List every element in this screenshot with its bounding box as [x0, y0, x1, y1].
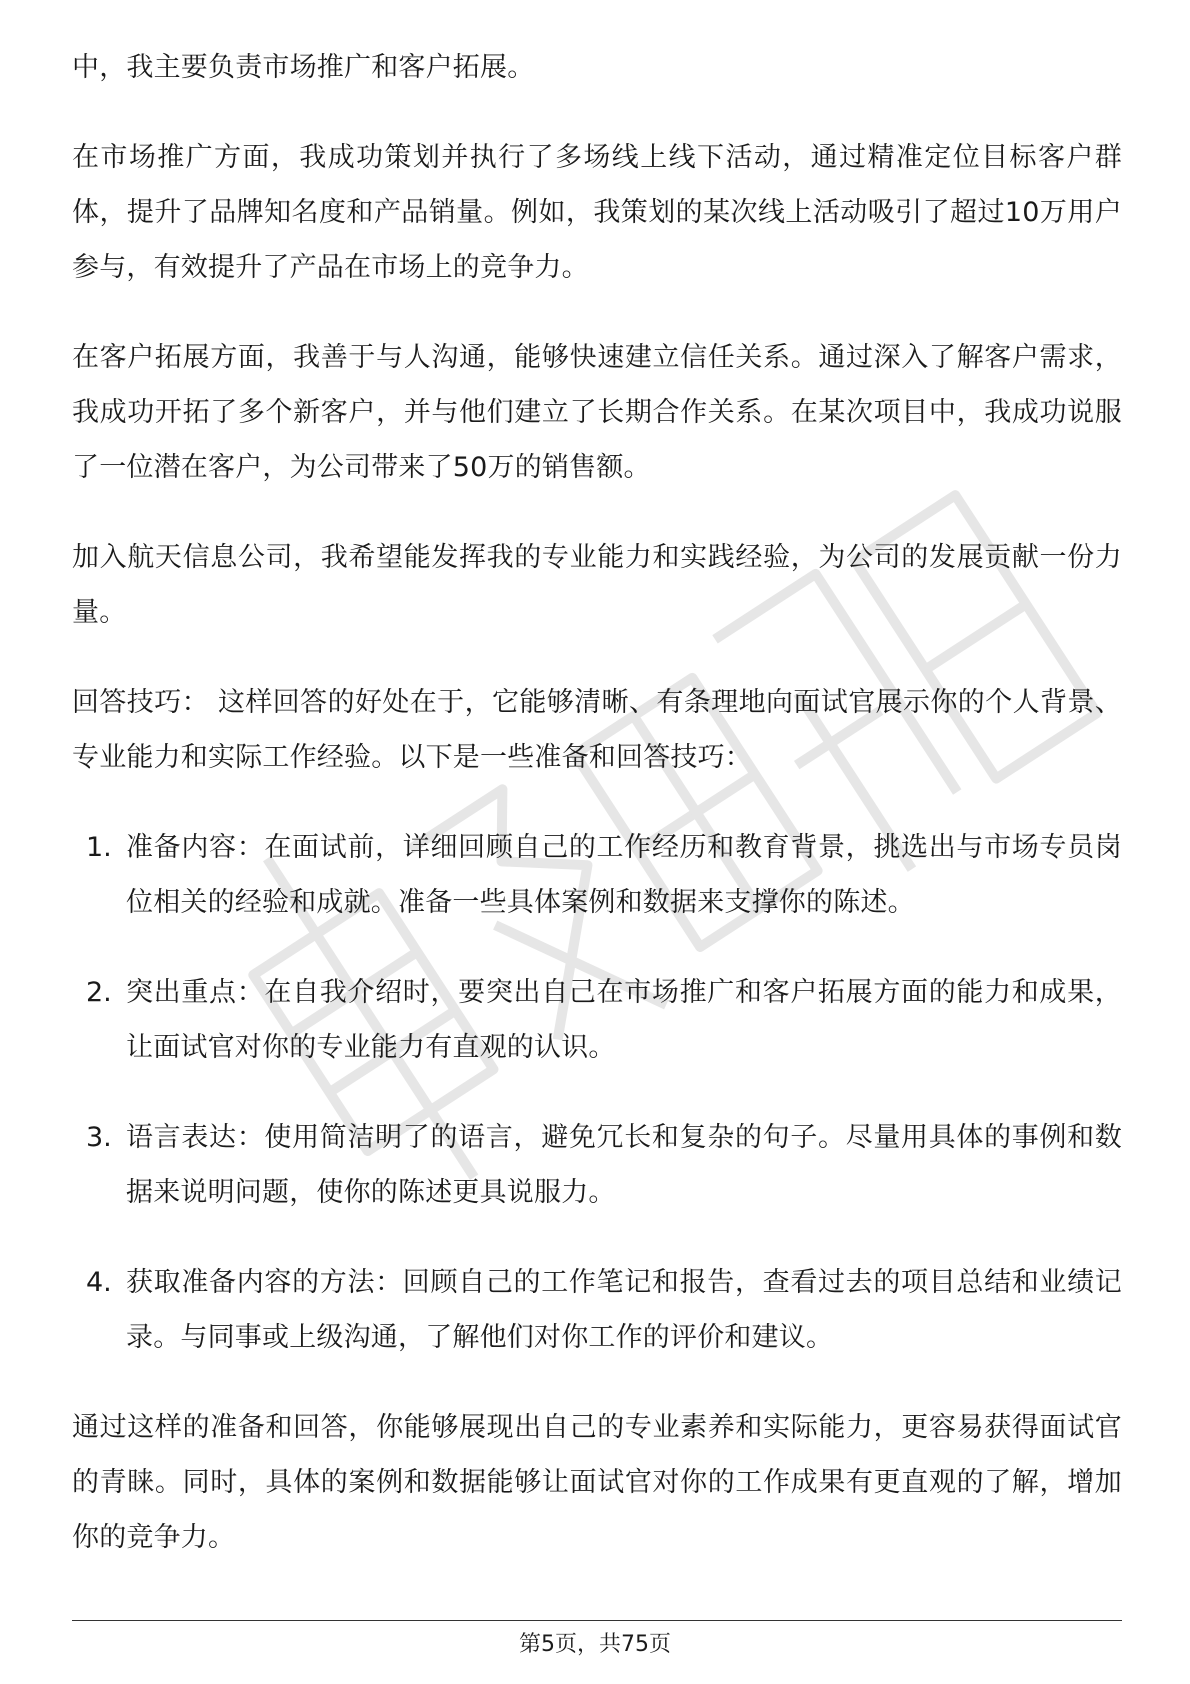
list-item [72, 965, 1122, 1075]
paragraph-answer-tips: 回答技巧： 这样回答的好处在于，它能够清晰、有条理地向面试官展示你的个人背景、专业能力和实际工作经验。以下是一些准备和回答技巧： [72, 687, 1122, 773]
list-item-text: 准备内容：在面试前，详细回顾自己的工作经历和教育背景，挑选出与市场专员岗位相关的经验和成就。准备一些具体案例和数据来支撑你的陈述。 [126, 832, 1122, 918]
paragraph-client-expansion: 在客户拓展方面，我善于与人沟通，能够快速建立信任关系。通过深入了解客户需求，我成功开拓了多个新客户，并与他们建立了长期合作关系。在某次项目中，我成功说服了一位潜在客户，为公司带来了50万的销售额。 [72, 342, 1122, 483]
page-number: 第5页，共75页 [519, 1632, 671, 1657]
list-item-text: 语言表达：使用简洁明了的语言，避免冗长和复杂的句子。尽量用具体的事例和数据来说明问题，使你的陈述更具说服力。 [126, 1122, 1122, 1208]
list-item-text: 突出重点：在自我介绍时，要突出自己在市场推广和客户拓展方面的能力和成果，让面试官对你的专业能力有直观的认识。 [126, 977, 1122, 1063]
paragraph-closing: 通过这样的准备和回答，你能够展现出自己的专业素养和实际能力，更容易获得面试官的青睐。同时，具体的案例和数据能够让面试官对你的工作成果有更直观的了解，增加你的竞争力。 [72, 1412, 1122, 1553]
footer-divider [72, 1620, 1122, 1621]
paragraph-marketing: 在市场推广方面，我成功策划并执行了多场线上线下活动，通过精准定位目标客户群体，提升了品牌知名度和产品销量。例如，我策划的某次线上活动吸引了超过10万用户参与，有效提升了产品在市场上的竞争力。 [72, 142, 1122, 283]
list-item-number: 1. [86, 832, 112, 863]
tips-list [72, 820, 1122, 1365]
document-body [72, 40, 1122, 1565]
list-item-number: 2. [86, 977, 112, 1008]
paragraph-intro-continuation: 中，我主要负责市场推广和客户拓展。 [72, 52, 535, 83]
list-item-text: 获取准备内容的方法：回顾自己的工作笔记和报告，查看过去的项目总结和业绩记录。与同事或上级沟通，了解他们对你工作的评价和建议。 [126, 1267, 1122, 1353]
list-item [72, 1255, 1122, 1365]
list-item [72, 1110, 1122, 1220]
paragraph-joining: 加入航天信息公司，我希望能发挥我的专业能力和实践经验，为公司的发展贡献一份力量。 [72, 542, 1122, 628]
list-item [72, 820, 1122, 930]
list-item-number: 4. [86, 1267, 112, 1298]
list-item-number: 3. [86, 1122, 112, 1153]
